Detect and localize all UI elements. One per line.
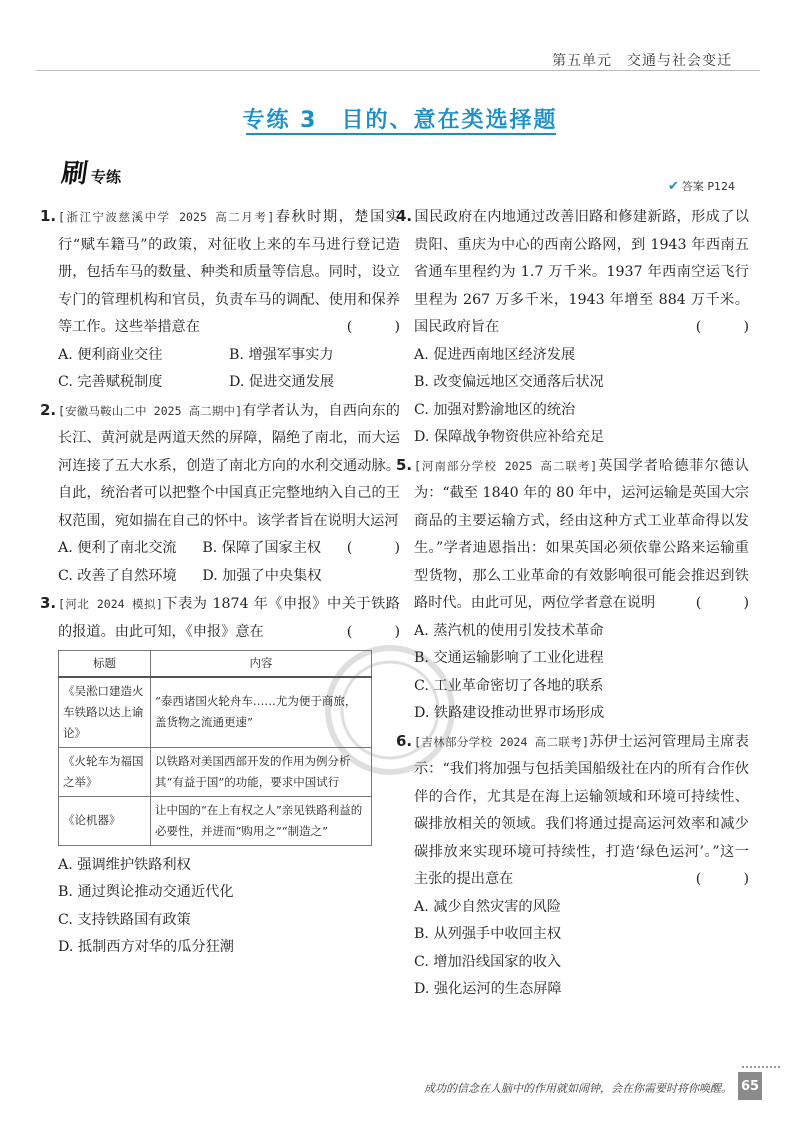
option-c[interactable]: C. 增加沿线国家的收入 <box>414 953 562 970</box>
option-b[interactable]: B. 保障了国家主权 <box>202 540 322 556</box>
table-cell-content: 以铁路对美国西部开发的作用为例分析其“有益于国”的功能，要求中国试行 <box>151 747 372 796</box>
question-source: [河南部分学校 2025 高二联考] <box>414 458 598 473</box>
question-source: [安徽马鞍山二中 2025 高二期中] <box>58 403 243 418</box>
question-2 <box>40 397 414 591</box>
header-rule <box>36 70 760 71</box>
option-a[interactable]: A. 蒸汽机的使用引发技术革命 <box>414 622 604 639</box>
question-source: [吉林部分学校 2024 高二联考] <box>414 734 590 749</box>
brand-logo <box>59 158 122 190</box>
question-stem: 英国学者哈德菲尔德认为：“截至 1840 年的 80 年中，运河运输是英国大宗商品的主要运输方式，经由这种方式工业革命得以发生。”学者迪恩指出：如果英国必须依靠公路来运输重型货物，那么工业革命的有效影响很可能会推迟到铁路时代。由此可见，两位学者意在说明 <box>414 457 749 611</box>
unit-title: 第五单元 交通与社会变迁 <box>552 53 732 69</box>
answer-blank[interactable]: ( ) <box>695 319 763 335</box>
option-d[interactable]: D. 抵制西方对华的瓜分狂潮 <box>58 939 234 955</box>
table-cell-title: 《论机器》 <box>59 796 151 845</box>
answer-blank[interactable]: ( ) <box>346 540 414 556</box>
table-header-title: 标题 <box>59 651 151 677</box>
table-header-row <box>59 651 372 677</box>
options-grid <box>58 342 400 397</box>
question-1 <box>40 203 414 397</box>
option-c[interactable]: C. 支持铁路国有政策 <box>58 911 191 928</box>
table-header-content: 内容 <box>151 651 372 677</box>
option-b[interactable]: B. 交通运输影响了工业化进程 <box>414 650 604 666</box>
options-list <box>414 894 749 1004</box>
footer-quote: 成功的信念在人脑中的作用就如闹钟，会在你需要时将你唤醒。 <box>424 1082 732 1095</box>
question-stem: 春秋时期，楚国实行“赋车籍马”的政策，对征收上来的车马进行登记造册，包括车马的数量、种类和质量等信息。同时，设立专门的管理机构和官员，负责车马的调配、使用和保养等工作。这些举措意在 <box>58 209 400 335</box>
question-source: [河北 2024 模拟] <box>58 597 163 611</box>
option-b[interactable]: B. 增强军事实力 <box>229 346 334 363</box>
option-c[interactable]: C. 加强对黔渝地区的统治 <box>414 401 576 418</box>
question-number: 6. <box>396 731 413 750</box>
question-number: 5. <box>396 455 413 474</box>
option-b[interactable]: B. 通过舆论推动交通近代化 <box>58 884 234 900</box>
checkmark-icon: ✔ <box>667 178 679 194</box>
table-cell-content: 让中国的“在上有权之人”亲见铁路利益的必要性，并进而“购用之”“制造之” <box>151 796 372 845</box>
question-number: 4. <box>396 207 413 225</box>
answer-blank[interactable]: ( ) <box>346 623 414 640</box>
section-title <box>0 103 800 134</box>
answer-blank[interactable]: ( ) <box>695 595 763 611</box>
right-column <box>396 203 763 1004</box>
option-b[interactable]: B. 改变偏远地区交通落后状况 <box>414 374 604 390</box>
table-row <box>59 677 372 748</box>
answer-reference-label: 答案 P124 <box>681 180 735 193</box>
question-stem: 下表为 1874 年《申报》中关于铁路的报道。由此可知，《申报》意在 <box>58 596 400 640</box>
table-row <box>59 796 372 845</box>
answer-blank[interactable]: ( ) <box>346 319 414 335</box>
option-a[interactable]: A. 强调维护铁路利权 <box>58 856 191 873</box>
page-number: 65 <box>738 1072 762 1100</box>
question-6 <box>396 728 763 1004</box>
question-number: 3. <box>40 594 57 612</box>
option-a[interactable]: A. 促进西南地区经济发展 <box>414 346 576 363</box>
options-list <box>414 618 749 728</box>
question-4 <box>396 203 763 452</box>
table-cell-title: 《吴淞口建造火车铁路以达上谕论》 <box>59 677 151 748</box>
option-a[interactable]: A. 便利商业交往 <box>58 346 163 363</box>
table-cell-title: 《火轮车为福国之举》 <box>59 747 151 796</box>
newspaper-table <box>58 650 372 846</box>
table-cell-content: “泰西诸国火轮舟车……尤为便于商旅，盖货物之流通更速” <box>151 677 372 748</box>
table-row <box>59 747 372 796</box>
question-stem: 有学者认为，自西向东的长江、黄河就是两道天然的屏障，隔绝了南北，而大运河连接了五大水系，创造了南北方向的水利交通动脉。自此，统治者可以把整个中国真正完整地纳入自己的王权范围，宛如揣在自己的怀中。该学者旨在说明大运河 <box>58 402 400 529</box>
option-d[interactable]: D. 强化运河的生态屏障 <box>414 981 562 997</box>
option-c[interactable]: C. 改善了自然环境 <box>58 567 177 584</box>
options-list <box>414 342 749 452</box>
question-stem: 苏伊士运河管理局主席表示：“我们将加强与包括美国船级社在内的所有合作伙伴的合作，尤其是在海上运输领域和环境可持续性、碳排放相关的领域。我们将通过提高运河效率和减少碳排放来实现环境可持续性，打造‘绿色运河’。”这一主张的提出意在 <box>414 733 749 887</box>
option-c[interactable]: C. 工业革命密切了各地的联系 <box>414 677 604 694</box>
option-b[interactable]: B. 从列强手中收回主权 <box>414 926 562 942</box>
option-d[interactable]: D. 加强了中央集权 <box>202 567 322 584</box>
left-column <box>40 203 414 962</box>
options-grid <box>58 535 347 590</box>
option-d[interactable]: D. 促进交通发展 <box>229 374 335 390</box>
question-number: 2. <box>40 400 57 419</box>
option-d[interactable]: D. 铁路建设推动世界市场形成 <box>414 705 605 721</box>
options-list <box>58 852 400 962</box>
brand-small-text: 专练 <box>91 168 122 186</box>
option-a[interactable]: A. 便利了南北交流 <box>58 540 177 556</box>
brand-big-char: 刷 <box>59 159 90 189</box>
answer-reference <box>668 178 735 194</box>
option-c[interactable]: C. 完善赋税制度 <box>58 374 163 390</box>
dotted-decoration <box>742 1066 780 1068</box>
question-3 <box>40 590 414 962</box>
question-5 <box>396 452 763 728</box>
question-number: 1. <box>40 207 57 225</box>
question-source: [浙江宁波慈溪中学 2025 高二月考] <box>58 210 275 224</box>
option-a[interactable]: A. 减少自然灾害的风险 <box>414 898 561 915</box>
section-title-text: 专练 3 目的、意在类选择题 <box>242 108 558 133</box>
question-stem: 国民政府在内地通过改善旧路和修建新路，形成了以贵阳、重庆为中心的西南公路网，到 1943 年西南五省通车里程约为 1.7 万千米。1937 年西南空运飞行里程为 267 万多千米，1943 年增至 884 万千米。国民政府旨在 <box>414 209 749 335</box>
option-d[interactable]: D. 保障战争物资供应补给充足 <box>414 429 605 445</box>
answer-blank[interactable]: ( ) <box>695 871 763 887</box>
section-title-underline <box>246 133 556 135</box>
